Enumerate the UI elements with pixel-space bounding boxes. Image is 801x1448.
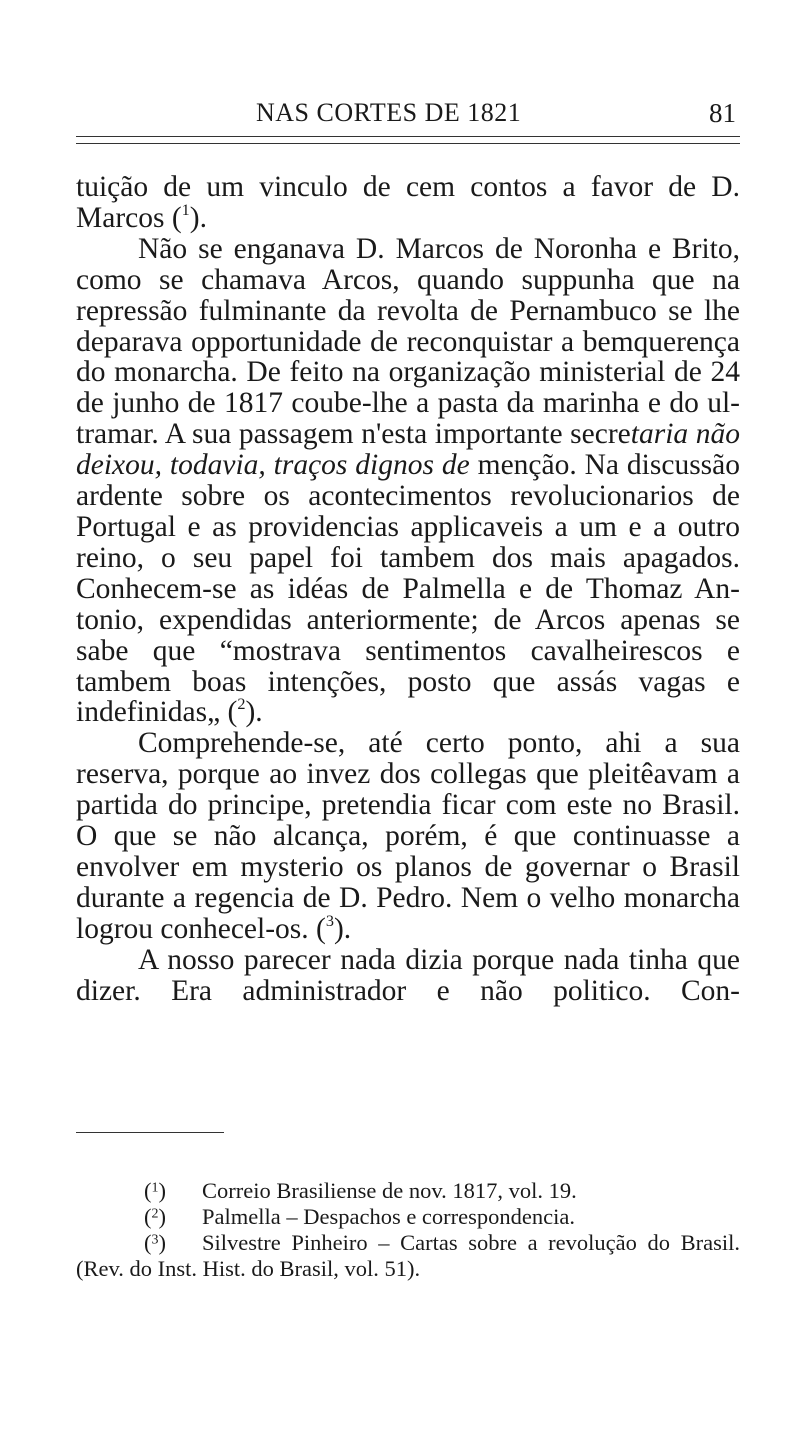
footnote-ref-3: 3 (325, 911, 334, 930)
footnote-1 (76, 1178, 740, 1204)
footnote-1-mark-close: ) (158, 1178, 166, 1203)
body-text (76, 172, 740, 1006)
paragraph-3 (76, 728, 740, 944)
page-header (76, 98, 740, 130)
footnote-2-mark (144, 1204, 202, 1230)
footnotes (76, 1178, 740, 1282)
paragraph-2 (76, 234, 740, 729)
paragraph-4: A nosso parecer nada dizia porque nada tinha que dizer. Era administrador e não politico. Con- (76, 943, 740, 1007)
paragraph-3-end: ). (333, 912, 352, 945)
book-page (76, 0, 740, 1448)
footnote-1-mark (144, 1178, 202, 1204)
paragraph-1 (76, 172, 740, 234)
running-title: NAS CORTES DE 1821 (256, 98, 522, 127)
footnote-separator (76, 1132, 224, 1133)
footnote-ref-1: 1 (181, 200, 190, 219)
footnote-3-mark-open: ( (144, 1230, 152, 1255)
paragraph-2-text: Não se enganava D. Marcos de Noronha e Brito, como se chamava Arcos, quando suppunha que na repressão fulminante da revolta de Pernambuco se lhe deparava opportunidade de reconquistar a bemquerença do monarcha. De feito na organização ministerial de 24 de junho de 1817 coube-lhe a pasta da marinha e do ultramar. A sua passagem n'esta importante secre (76, 232, 740, 451)
paragraph-3-text: Comprehende-se, até certo ponto, ahi a sua reserva, porque ao invez dos collegas que pleitêavam a partida do principe, pretendia ficar com este no Brasil. O que se não alcança, porém, é que continuasse a envolver em mysterio os planos de governar o Brasil durante a regencia de D. Pedro. Nem o velho monarcha logrou conhecel-os. ( (76, 727, 740, 945)
footnote-2-text: Palmella – Despachos e correspondencia. (202, 1204, 575, 1229)
footnote-3-mark-close: ) (158, 1230, 166, 1255)
page-number: 81 (709, 98, 736, 128)
footnote-3-mark-num: 3 (151, 1232, 159, 1248)
footnote-3-text: Silvestre Pinheiro – Cartas sobre a revolução do Brasil. (Rev. do Inst. Hist. do Brasil, vol. 51). (76, 1230, 740, 1281)
footnote-2 (76, 1204, 740, 1230)
footnote-2-mark-num: 2 (151, 1206, 159, 1222)
header-rule-bottom (76, 143, 740, 144)
footnote-ref-2: 2 (237, 695, 246, 714)
footnote-1-mark-num: 1 (151, 1180, 159, 1196)
footnote-3-mark (144, 1230, 202, 1256)
footnote-2-mark-open: ( (144, 1204, 152, 1229)
paragraph-1-text: tuição de um vinculo de cem contos a favor de D. Marcos ( (76, 171, 740, 234)
paragraph-2-italic-text: taria não deixou, todavia, traços dignos de (76, 418, 740, 482)
paragraph-1-end: ). (189, 201, 207, 234)
footnote-2-mark-close: ) (158, 1204, 166, 1229)
footnote-1-text: Correio Brasiliense de nov. 1817, vol. 19. (202, 1178, 577, 1203)
paragraph-2-text-cont: menção. Na discussão ardente sobre os acontecimentos revolucionarios de Portugal e as providencias applicaveis a um e a outro reino, o seu papel foi tambem dos mais apagados. Conhecem-se as idéas de Palmella e de Thomaz Antonio, expendidas anteriormente; de Arcos apenas se sabe que “mostrava sentimentos cavalheirescos e tambem boas intenções, posto que assás vagas e indefinidas„ ( (76, 449, 740, 729)
paragraph-2-end: ). (245, 696, 263, 729)
footnote-1-mark-open: ( (144, 1178, 152, 1203)
footnote-3 (76, 1230, 740, 1282)
header-rule-top (76, 136, 740, 137)
